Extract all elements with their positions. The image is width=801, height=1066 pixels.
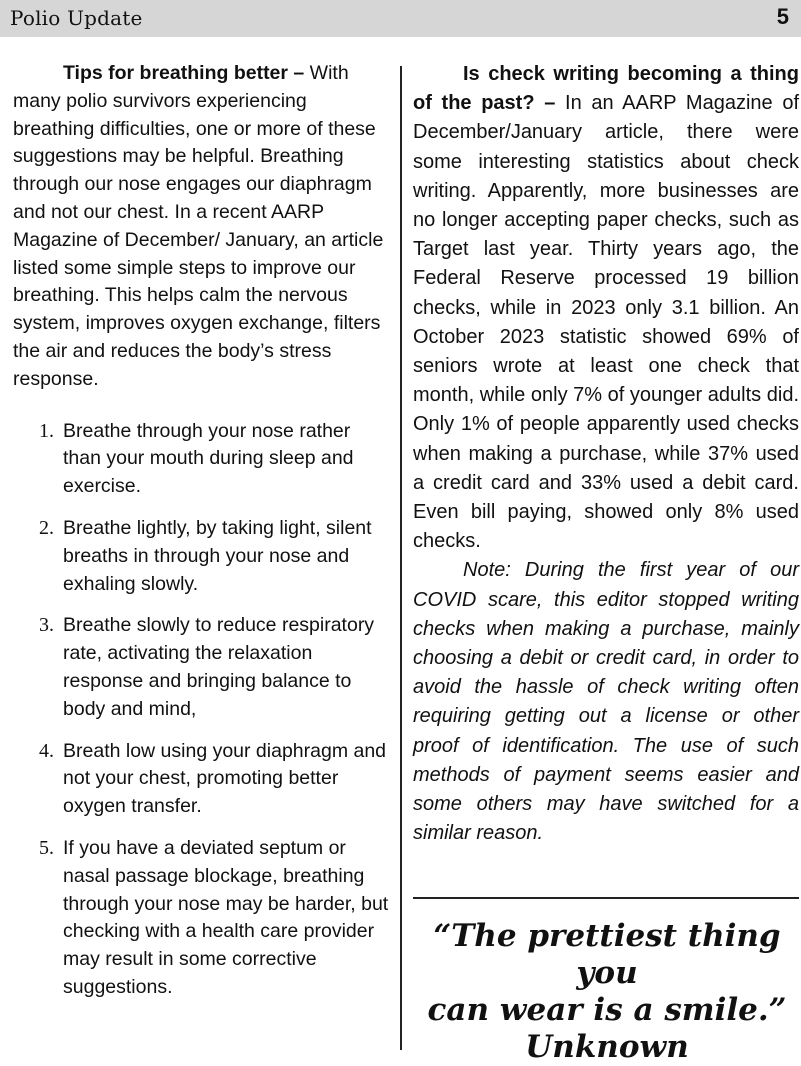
- list-item: [13, 515, 391, 598]
- editor-note-text: Note: During the first year of our COVID scare, this editor stopped writing checks when making a purchase, mainly choosing a debit or credit card, in order to avoid the hassle of check writing often requiring getting out a license or other proof of identification. The use of such methods of payment seems easier and some others may have switched for a similar reason.: [413, 559, 799, 845]
- quote-block: [412, 918, 801, 1066]
- tips-intro-text: With many polio survivors experiencing breathing difficulties, one or more of these suggestions may be helpful. Breathing through our nose engages our diaphragm and not our chest. In a recent AARP Magazine of December/ January, an article listed some simple steps to improve our breathing. This helps calm the nervous system, improves oxygen exchange, filters the air and reduces the body’s stress response.: [13, 62, 384, 390]
- list-item: [13, 738, 391, 821]
- list-item: [13, 835, 391, 1002]
- header-bar: [0, 0, 801, 37]
- list-item-number: 3.: [39, 614, 54, 637]
- list-item-text: Breathe lightly, by taking light, silent breaths in through your nose and exhaling slowly.: [63, 516, 372, 595]
- list-item-text: Breath low using your diaphragm and not your chest, promoting better oxygen transfer.: [63, 739, 387, 818]
- tips-heading: Tips for breathing better –: [63, 62, 305, 84]
- check-writing-heading: Is check writing becoming a thing of the past? –: [413, 63, 799, 115]
- editor-note-paragraph: [413, 556, 799, 848]
- list-item: [13, 612, 391, 723]
- check-writing-paragraph: [413, 60, 799, 556]
- quote-author: Unknown: [525, 1029, 689, 1065]
- quote-line-2: can wear is a smile.”: [427, 992, 787, 1028]
- list-item-number: 5.: [39, 836, 54, 859]
- list-item: [13, 418, 391, 501]
- list-item-text: Breathe slowly to reduce respiratory rate, activating the relaxation response and bringing balance to body and mind,: [63, 614, 375, 720]
- page-number: 5: [776, 4, 789, 29]
- column-divider: [400, 66, 402, 1050]
- left-column: [13, 60, 391, 1016]
- check-writing-text: In an AARP Magazine of December/January article, there were some interesting statistics about check writing. Apparently, more businesses are no longer accepting paper checks, such as Target last year. Thirty years ago, the Federal Reserve processed 19 billion checks, while in 2023 only 3.1 billion. An October 2023 statistic showed 69% of seniors wrote at least one check that month, while only 7% of younger adults did. Only 1% of people apparently used checks when making a purchase, while 37% used a credit card and 33% used a debit card. Even bill paying, showed only 8% used checks.: [413, 92, 799, 553]
- quote-separator-rule: [413, 897, 799, 899]
- list-item-text: Breathe through your nose rather than your mouth during sleep and exercise.: [63, 419, 354, 498]
- list-item-text: If you have a deviated septum or nasal passage blockage, breathing through your nose may be harder, but checking with a health care provider may result in some corrective suggestions.: [63, 836, 389, 998]
- list-item-number: 2.: [39, 516, 54, 539]
- tips-list: [13, 418, 391, 1002]
- right-column: [413, 60, 799, 848]
- list-item-number: 4.: [39, 739, 54, 762]
- quote-line-1: “The prettiest thing you: [433, 918, 781, 991]
- tips-intro-paragraph: [13, 60, 391, 394]
- list-item-number: 1.: [39, 419, 54, 442]
- newsletter-title: Polio Update: [10, 6, 143, 30]
